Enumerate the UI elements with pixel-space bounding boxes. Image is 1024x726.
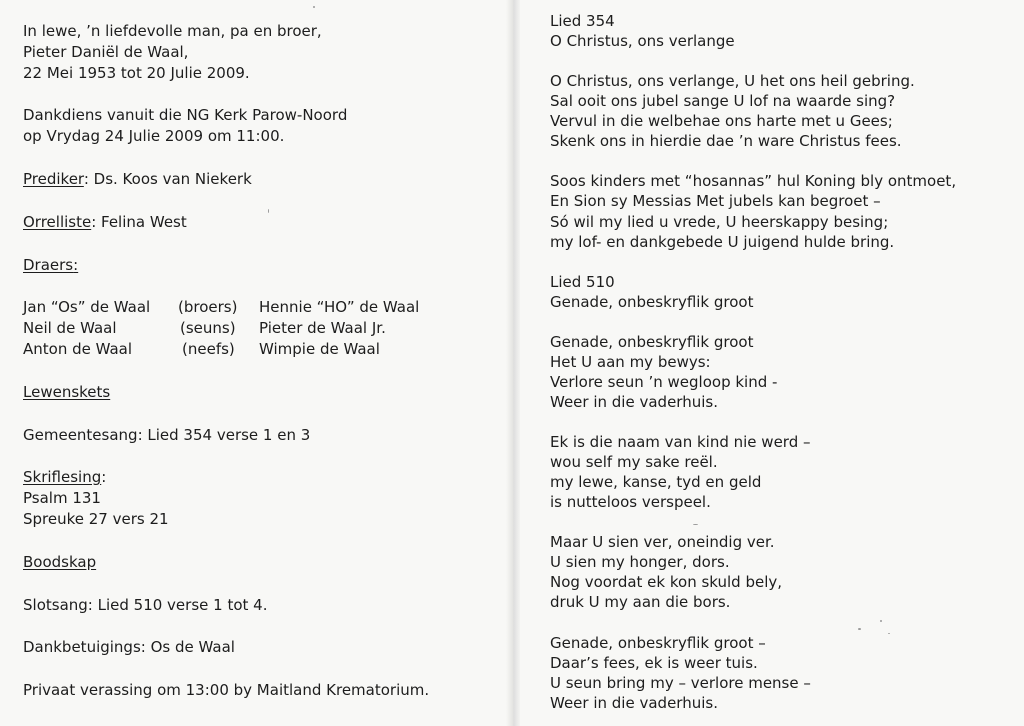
pallbearer-row [23, 318, 493, 338]
hymn-line: Só wil my lied u vrede, U heerskappy besing; [550, 213, 889, 231]
acknowledgements: Dankbetuigings: Os de Waal [23, 638, 235, 656]
paper-speck [268, 209, 269, 213]
hymn-line: Weer in die vaderhuis. [550, 393, 718, 411]
paper-speck [880, 620, 882, 622]
organist-label: Orrelliste [23, 213, 92, 231]
intro-line: 22 Mei 1953 tot 20 Julie 2009. [23, 64, 250, 82]
hymn-line: Ek is die naam van kind nie werd – [550, 433, 811, 451]
pallbearer-relation: (broers) [178, 298, 238, 316]
hymn-line: U seun bring my – verlore mense – [550, 674, 811, 692]
hymn-line: Soos kinders met “hosannas” hul Koning bly ontmoet, [550, 172, 957, 190]
cremation-notice: Privaat verassing om 13:00 by Maitland Krematorium. [23, 681, 430, 699]
hymn-line: Lied 510 [550, 273, 615, 291]
hymn-line: my lof- en dankgebede U juigend hulde bring. [550, 233, 895, 251]
hymn-line: O Christus, ons verlange, U het ons heil gebring. [550, 72, 915, 90]
hymn-line: Skenk ons in hierdie dae ’n ware Christus fees. [550, 132, 902, 150]
organist-name: : Felina West [91, 213, 187, 231]
pallbearer-name: Pieter de Waal Jr. [259, 319, 386, 337]
pallbearer-name: Anton de Waal [23, 340, 133, 358]
hymn-line: druk U my aan die bors. [550, 593, 731, 611]
hymn-line: Verlore seun ’n wegloop kind - [550, 373, 778, 391]
hymn-line: Nog voordat ek kon skuld bely, [550, 573, 783, 591]
intro-line: In lewe, ’n liefdevolle man, pa en broer, [23, 22, 322, 40]
hymn-line: En Sion sy Messias Met jubels kan begroet – [550, 192, 881, 210]
hymn-line: Genade, onbeskryflik groot [550, 293, 754, 311]
preacher-label: Prediker [23, 170, 84, 188]
hymn-line: Daar’s fees, ek is weer tuis. [550, 654, 758, 672]
paper-speck [858, 628, 861, 630]
intro-line: Pieter Daniël de Waal, [23, 43, 189, 61]
scripture-reading: Spreuke 27 vers 21 [23, 510, 169, 528]
page-fold [506, 0, 520, 726]
preacher-name: : Ds. Koos van Niekerk [83, 170, 252, 188]
hymn-line: Het U aan my bewys: [550, 353, 711, 371]
service-line: Dankdiens vanuit die NG Kerk Parow-Noord [23, 106, 348, 124]
service-line: op Vrydag 24 Julie 2009 om 11:00. [23, 127, 285, 145]
hymn-line: Weer in die vaderhuis. [550, 694, 718, 712]
preacher [23, 169, 252, 189]
scripture-reading: Psalm 131 [23, 489, 101, 507]
pallbearer-name: Hennie “HO” de Waal [259, 298, 420, 316]
hymn-line: Vervul in die welbehae ons harte met u Gees; [550, 112, 893, 130]
paper-speck [888, 633, 890, 634]
hymn-line: my lewe, kanse, tyd en geld [550, 473, 762, 491]
hymn-line: U sien my honger, dors. [550, 553, 730, 571]
hymn-line: Sal ooit ons jubel sange U lof na waarde sing? [550, 92, 896, 110]
life-sketch-heading: Lewenskets [23, 383, 111, 401]
pallbearer-row [23, 297, 493, 317]
hymn-line: Genade, onbeskryflik groot [550, 333, 754, 351]
pallbearers-heading: Draers: [23, 256, 79, 274]
hymn-line: Lied 354 [550, 12, 615, 30]
hymn-line: wou self my sake reël. [550, 453, 718, 471]
hymn-line: Maar U sien ver, oneindig ver. [550, 533, 775, 551]
pallbearer-relation: (seuns) [180, 319, 236, 337]
scripture-reading-heading: Skriflesing: [23, 468, 107, 486]
hymn-line: is nutteloos verspeel. [550, 493, 711, 511]
hymn-line: Genade, onbeskryflik groot – [550, 634, 766, 652]
pallbearer-relation: (neefs) [182, 340, 235, 358]
closing-song: Slotsang: Lied 510 verse 1 tot 4. [23, 596, 268, 614]
paper-speck [313, 6, 315, 8]
pallbearer-name: Jan “Os” de Waal [23, 298, 151, 316]
hymn-line: O Christus, ons verlange [550, 32, 735, 50]
paper-speck [693, 524, 698, 525]
congregational-song: Gemeentesang: Lied 354 verse 1 en 3 [23, 426, 311, 444]
message-heading: Boodskap [23, 553, 97, 571]
pallbearer-name: Wimpie de Waal [259, 340, 380, 358]
pallbearer-name: Neil de Waal [23, 319, 117, 337]
organist [23, 212, 187, 232]
pallbearer-row [23, 339, 493, 359]
